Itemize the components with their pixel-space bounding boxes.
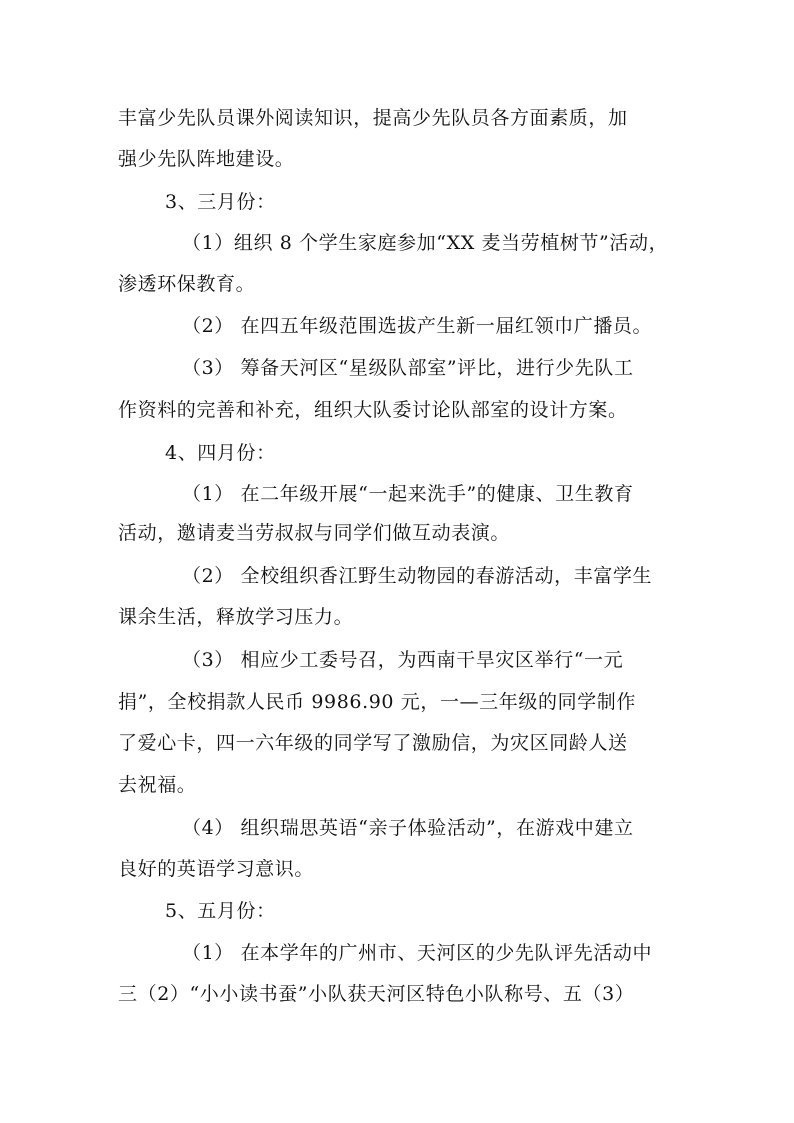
paragraph-line: （1）组织 8 个学生家庭参加“XX 麦当劳植树节”活动， (182, 232, 669, 254)
paragraph-line: （2） 在四五年级范围选拔产生新一届红领巾广播员。 (182, 315, 653, 337)
section-heading-april: 4、四月份： (165, 442, 276, 464)
paragraph-line: 良好的英语学习意识。 (118, 858, 315, 880)
section-heading-march: 3、三月份： (165, 191, 276, 213)
paragraph-line: （4） 组织瑞思英语“亲子体验活动”，在游戏中建立 (182, 817, 634, 839)
paragraph-line: 课余生活，释放学习压力。 (118, 606, 354, 628)
paragraph-line: 三（2）“小小读书蚕”小队获天河区特色小队称号、五（3） (118, 983, 635, 1005)
paragraph-line: 丰富少先队员课外阅读知识，提高少先队员各方面素质，加 (118, 107, 628, 129)
paragraph-line: 捐”，全校捐款人民币 9986.90 元，一—三年级的同学制作 (118, 691, 636, 713)
paragraph-line: 强少先队阵地建设。 (118, 148, 295, 170)
paragraph-line: （1） 在二年级开展“一起来洗手”的健康、卫生教育 (182, 483, 634, 505)
paragraph-line: 去祝福。 (118, 774, 197, 796)
paragraph-line: （3） 相应少工委号召，为西南干旱灾区举行“一元 (182, 649, 624, 671)
paragraph-line: 了爱心卡，四一六年级的同学写了激励信，为灾区同龄人送 (118, 732, 628, 754)
paragraph-line: （2） 全校组织香江野生动物园的春游活动，丰富学生 (182, 565, 653, 587)
paragraph-line: 活动，邀请麦当劳叔叔与同学们做互动表演。 (118, 522, 511, 544)
paragraph-line: 作资料的完善和补充，组织大队委讨论队部室的设计方案。 (118, 399, 628, 421)
paragraph-line: 渗透环保教育。 (118, 273, 256, 295)
paragraph-line: （3） 筹备天河区“星级队部室”评比，进行少先队工 (182, 357, 634, 379)
section-heading-may: 5、五月份： (165, 900, 276, 922)
paragraph-line: （1） 在本学年的广州市、天河区的少先队评先活动中 (182, 942, 653, 964)
